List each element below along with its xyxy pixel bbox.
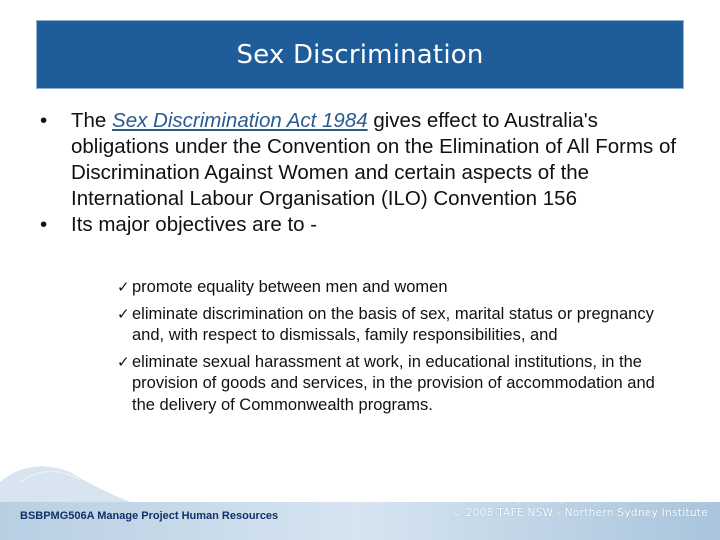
objective-text: promote equality between men and women: [132, 278, 448, 296]
objective-text: eliminate discrimination on the basis of sex, marital status or pregnancy and, with respect to dismissals, family responsibilities, and: [132, 304, 654, 344]
bullet-item: [40, 108, 680, 212]
slide-content: [40, 108, 680, 238]
harbour-bridge-graphic: [0, 452, 720, 540]
objective-item: [117, 352, 677, 417]
act-link[interactable]: Sex Discrimination Act 1984: [112, 109, 368, 132]
copyright-text: © 2008 TAFE NSW - Northern Sydney Institute: [451, 507, 708, 519]
bullet-marker: •: [40, 109, 48, 132]
checkmark-icon: ✓: [117, 304, 130, 323]
objectives-list: [117, 277, 677, 421]
bullet-item: [40, 212, 680, 238]
objective-item: [117, 304, 677, 347]
bullet-suffix: gives effect to Australia's obligations under the Convention on the Elimination of All Forms of Discrimination Against Women and certain aspects of the International Labour Organisation (ILO) Convention 156: [71, 109, 677, 210]
bullet-marker: •: [40, 213, 48, 236]
objective-item: [117, 277, 677, 299]
slide-title: Sex Discrimination: [236, 39, 484, 70]
checkmark-icon: ✓: [117, 352, 130, 371]
bullet-text: Its major objectives are to -: [71, 213, 318, 236]
checkmark-icon: ✓: [117, 278, 130, 296]
bullet-prefix: The: [71, 109, 113, 132]
slide-title-bar: [36, 20, 684, 89]
footer-banner: [0, 452, 720, 540]
objective-text: eliminate sexual harassment at work, in educational institutions, in the provision of goods and services, in the provision of accommodation and the delivery of Commonwealth programs.: [132, 352, 655, 414]
course-code: BSBPMG506A Manage Project Human Resources: [20, 510, 279, 522]
